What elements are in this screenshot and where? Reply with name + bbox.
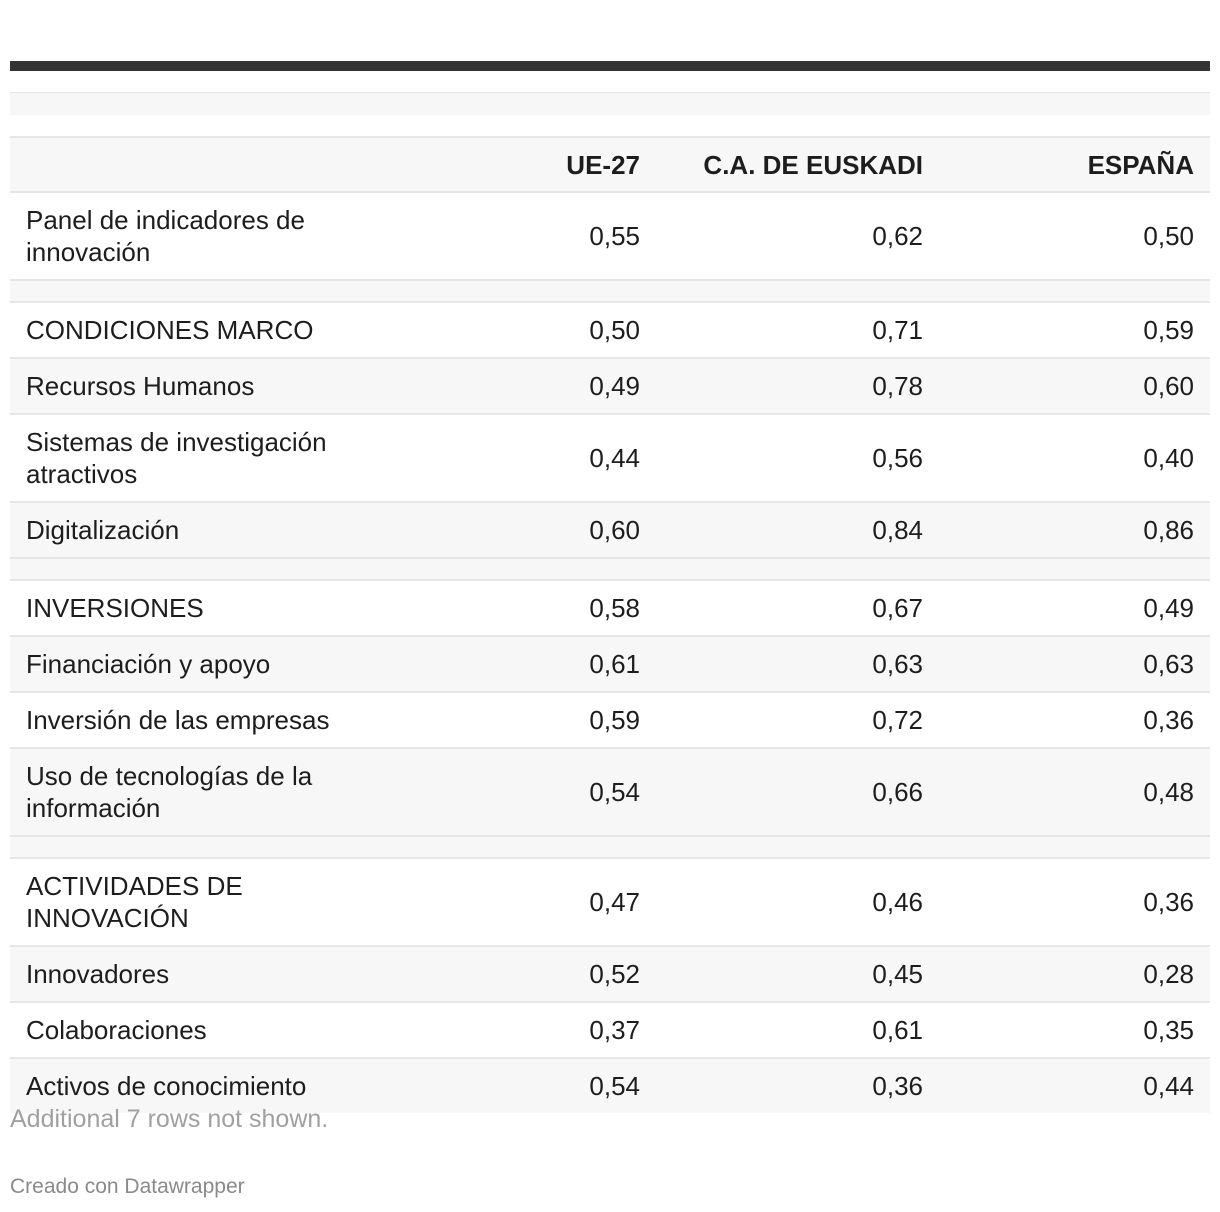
row-label: Digitalización — [10, 502, 390, 558]
table-row — [10, 748, 1210, 836]
table-body — [10, 192, 1210, 1113]
value-ue27: 0,49 — [390, 358, 656, 414]
value-euskadi: 0,67 — [656, 580, 939, 636]
value-espana: 0,59 — [939, 302, 1210, 358]
value-espana: 0,44 — [939, 1058, 1210, 1113]
header-row — [10, 137, 1210, 192]
value-espana: 0,40 — [939, 414, 1210, 502]
value-ue27: 0,58 — [390, 580, 656, 636]
table-row — [10, 1002, 1210, 1058]
row-label: ACTIVIDADES DE INNOVACIÓN — [10, 858, 390, 946]
value-ue27: 0,54 — [390, 748, 656, 836]
row-label: INVERSIONES — [10, 580, 390, 636]
value-ue27: 0,61 — [390, 636, 656, 692]
value-euskadi: 0,63 — [656, 636, 939, 692]
row-label: Innovadores — [10, 946, 390, 1002]
column-header-label[interactable] — [10, 137, 390, 192]
row-label: Financiación y apoyo — [10, 636, 390, 692]
table-row — [10, 858, 1210, 946]
value-euskadi: 0,36 — [656, 1058, 939, 1113]
row-label: Panel de indicadores de innovación — [10, 192, 390, 280]
row-label: Sistemas de investigación atractivos — [10, 414, 390, 502]
top-rule — [10, 61, 1210, 71]
value-ue27: 0,59 — [390, 692, 656, 748]
value-espana: 0,28 — [939, 946, 1210, 1002]
row-label: Colaboraciones — [10, 1002, 390, 1058]
value-euskadi: 0,45 — [656, 946, 939, 1002]
spacer-cell — [10, 558, 1210, 580]
value-espana: 0,63 — [939, 636, 1210, 692]
spacer-row — [10, 836, 1210, 858]
value-euskadi: 0,62 — [656, 192, 939, 280]
value-ue27: 0,37 — [390, 1002, 656, 1058]
value-espana: 0,49 — [939, 580, 1210, 636]
spacer-row — [10, 558, 1210, 580]
value-euskadi: 0,46 — [656, 858, 939, 946]
value-ue27: 0,47 — [390, 858, 656, 946]
spacer-cell — [10, 836, 1210, 858]
value-espana: 0,60 — [939, 358, 1210, 414]
value-ue27: 0,55 — [390, 192, 656, 280]
value-ue27: 0,50 — [390, 302, 656, 358]
value-euskadi: 0,66 — [656, 748, 939, 836]
value-euskadi: 0,71 — [656, 302, 939, 358]
value-espana: 0,36 — [939, 692, 1210, 748]
table-container — [10, 61, 1210, 1113]
value-euskadi: 0,61 — [656, 1002, 939, 1058]
column-header-ue27[interactable]: UE-27 — [390, 137, 656, 192]
table-row — [10, 192, 1210, 280]
table-row — [10, 302, 1210, 358]
row-label: Activos de conocimiento — [10, 1058, 390, 1113]
spacer-row — [10, 280, 1210, 302]
row-label: Inversión de las empresas — [10, 692, 390, 748]
value-ue27: 0,60 — [390, 502, 656, 558]
value-euskadi: 0,72 — [656, 692, 939, 748]
table-row — [10, 414, 1210, 502]
value-ue27: 0,54 — [390, 1058, 656, 1113]
value-espana: 0,48 — [939, 748, 1210, 836]
value-euskadi: 0,78 — [656, 358, 939, 414]
column-header-euskadi[interactable]: C.A. DE EUSKADI — [656, 137, 939, 192]
row-label: Uso de tecnologías de la información — [10, 748, 390, 836]
table-row — [10, 580, 1210, 636]
value-euskadi: 0,84 — [656, 502, 939, 558]
table-row — [10, 502, 1210, 558]
value-espana: 0,36 — [939, 858, 1210, 946]
table-row — [10, 636, 1210, 692]
value-espana: 0,50 — [939, 192, 1210, 280]
value-ue27: 0,44 — [390, 414, 656, 502]
column-header-espana[interactable]: ESPAÑA — [939, 137, 1210, 192]
rows-hidden-note: Additional 7 rows not shown. — [10, 1105, 329, 1133]
datawrapper-credit[interactable]: Creado con Datawrapper — [10, 1175, 245, 1198]
value-espana: 0,86 — [939, 502, 1210, 558]
value-ue27: 0,52 — [390, 946, 656, 1002]
title-placeholder-row — [10, 92, 1210, 115]
data-table — [10, 136, 1210, 1113]
value-euskadi: 0,56 — [656, 414, 939, 502]
row-label: Recursos Humanos — [10, 358, 390, 414]
row-label: CONDICIONES MARCO — [10, 302, 390, 358]
table-row — [10, 692, 1210, 748]
table-row — [10, 946, 1210, 1002]
value-espana: 0,35 — [939, 1002, 1210, 1058]
table-row — [10, 358, 1210, 414]
spacer-cell — [10, 280, 1210, 302]
